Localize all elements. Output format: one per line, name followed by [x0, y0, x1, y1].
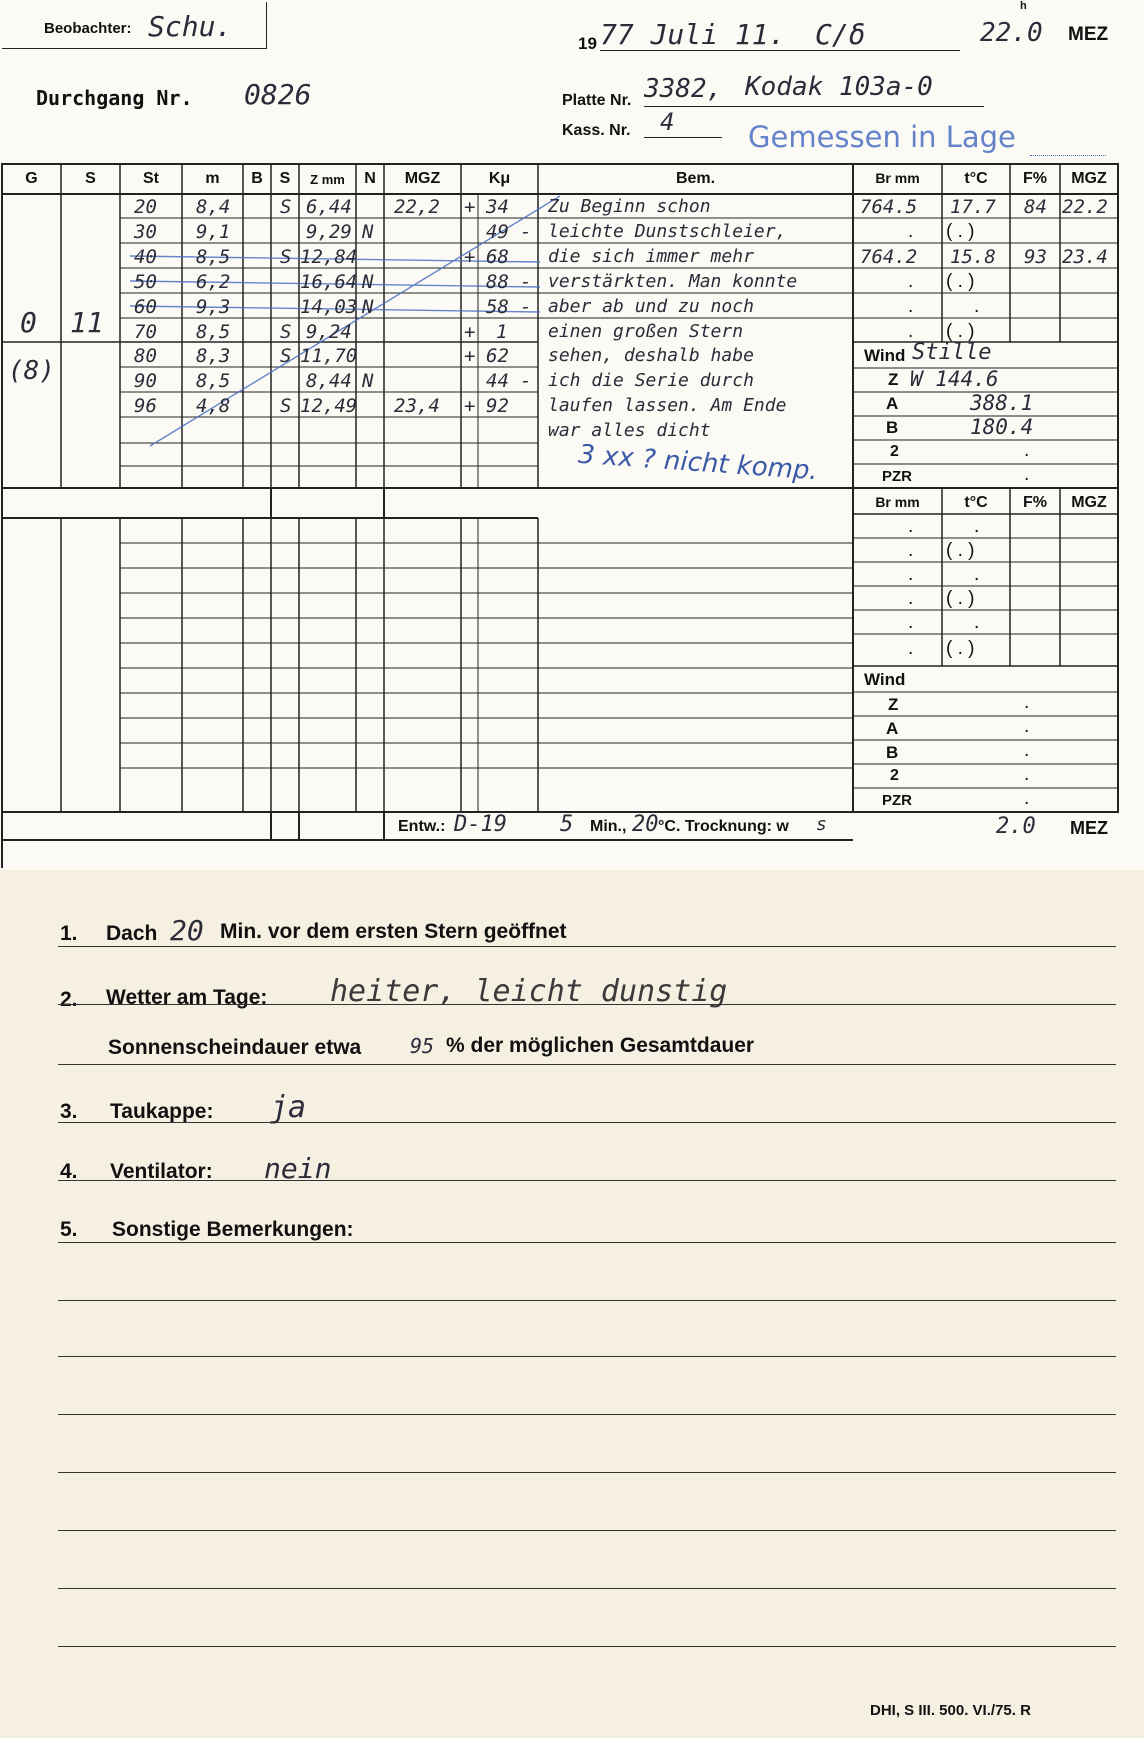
- cell-z: 14,03: [300, 296, 358, 318]
- notes-section: [0, 870, 1144, 1738]
- col-header-m: m: [205, 170, 220, 187]
- zabl-label: A: [886, 394, 899, 413]
- cell-z: 16,64: [300, 271, 358, 293]
- cell-s: S: [280, 321, 292, 343]
- cell-s: S: [280, 246, 292, 268]
- cell-ks: -: [520, 370, 532, 392]
- cell-n: N: [362, 370, 374, 392]
- cell-k: 1: [496, 321, 508, 343]
- cell-bem: einen großen Stern: [548, 321, 744, 342]
- col-header-br: Br mm: [875, 170, 920, 186]
- rule: [58, 1064, 1116, 1065]
- col-header-bem: Bem.: [675, 170, 716, 187]
- cell-k: 88: [486, 271, 509, 293]
- cell-bem: aber ab und zu noch: [548, 296, 754, 317]
- cell-bem: sehen, deshalb habe: [548, 345, 754, 366]
- col-header-n: N: [364, 170, 376, 187]
- zabl-value: .: [1024, 440, 1030, 461]
- s-value: 11: [70, 306, 104, 339]
- rule: [58, 1242, 1116, 1243]
- cell-st: 70: [134, 321, 157, 343]
- rule: [58, 946, 1116, 947]
- cell-z: 12,49: [300, 395, 358, 417]
- col-header-st: St: [143, 170, 159, 187]
- meteo-t: .: [974, 564, 980, 585]
- col-header-mgz: MGZ: [404, 170, 441, 187]
- zabl-value: .: [1024, 716, 1030, 737]
- item3-value: ja: [270, 1090, 307, 1125]
- durchgang-value: 0826: [244, 78, 312, 111]
- col-header-b: B: [251, 170, 263, 187]
- meteo-br: .: [908, 588, 914, 609]
- rule: [58, 1646, 1116, 1647]
- cell-m: 6,2: [196, 271, 231, 293]
- date-prefix: 19: [578, 34, 597, 53]
- item4-number: 4.: [60, 1160, 78, 1183]
- cell-bem: die sich immer mehr: [548, 246, 754, 267]
- cell-ks: -: [520, 271, 532, 293]
- item2-label: Wetter am Tage:: [106, 986, 268, 1009]
- zabl-label: Z: [888, 695, 899, 714]
- zabl-value: .: [1024, 740, 1030, 761]
- rule: [58, 1004, 1116, 1005]
- meteo-t: 17.7: [950, 196, 996, 218]
- cell-m: 8,5: [196, 246, 231, 268]
- cell-m: 4,8: [196, 395, 231, 417]
- zabl-label: B: [886, 743, 899, 762]
- col-header-br-lower: Br mm: [875, 494, 920, 510]
- item5-number: 5.: [60, 1218, 78, 1241]
- cell-sign: +: [464, 395, 476, 417]
- cell-st: 30: [134, 221, 157, 243]
- zabl-label: A: [886, 719, 899, 738]
- cell-mgz: 22,2: [394, 196, 440, 218]
- cell-m: 8,3: [196, 345, 231, 367]
- cell-k: 49: [486, 221, 509, 243]
- item4-label: Ventilator:: [110, 1160, 213, 1183]
- observer-value: Schu.: [148, 10, 233, 43]
- col-header-kmu: Kμ: [488, 170, 511, 187]
- col-header-s2: S: [279, 170, 291, 187]
- sun-post: % der möglichen Gesamtdauer: [446, 1034, 755, 1057]
- date-value: 77 Juli 11.: [600, 18, 786, 51]
- zabl-value: .: [1024, 788, 1030, 809]
- meteo-t: ( . ): [946, 271, 975, 292]
- rule: [58, 1472, 1116, 1473]
- form-code: DHI, S III. 500. VI./75. R: [870, 1702, 1031, 1719]
- cell-st: 40: [134, 246, 157, 268]
- stamp-text: Gemessen in Lage: [748, 120, 1016, 154]
- g-note: (8): [8, 356, 55, 386]
- meteo-br: 764.5: [860, 196, 918, 218]
- zabl-value: .: [1024, 464, 1030, 485]
- col-header-t: t°C: [964, 170, 988, 187]
- meteo-br: .: [908, 540, 914, 561]
- rule: [58, 1530, 1116, 1531]
- meteo-br: .: [908, 612, 914, 633]
- zabl-label: Z: [888, 370, 899, 389]
- item1-number: 1.: [60, 922, 78, 945]
- cell-m: 8,5: [196, 370, 231, 392]
- zabl-value: .: [1024, 692, 1030, 713]
- sun-value: 95: [410, 1034, 435, 1058]
- zabl-label: PZR: [882, 792, 912, 809]
- col-header-g: G: [25, 170, 38, 187]
- zabl-value: 388.1: [970, 391, 1034, 415]
- item2-number: 2.: [60, 988, 78, 1011]
- cell-mgz: 23,4: [394, 395, 440, 417]
- cell-z: 8,44: [306, 370, 352, 392]
- wind-value: Stille: [912, 340, 992, 365]
- entw-temp-label: °C. Trocknung: w: [658, 818, 789, 835]
- cell-sign: +: [464, 246, 476, 268]
- meteo-br: .: [908, 564, 914, 585]
- meteo-t: ( . ): [946, 321, 975, 342]
- meteo-mgz: 22.2: [1062, 196, 1108, 218]
- moon-phase: C/δ: [815, 18, 866, 51]
- meteo-f: 93: [1024, 246, 1047, 268]
- time-value: 22.0: [980, 18, 1043, 48]
- blue-note: 3 xx ? nicht komp.: [577, 439, 819, 487]
- meteo-br: .: [908, 321, 914, 342]
- item1-value: 20: [170, 914, 204, 947]
- cell-st: 50: [134, 271, 157, 293]
- meteo-br: .: [908, 296, 914, 317]
- cell-bem: leichte Dunstschleier,: [548, 221, 787, 242]
- zabl-label: 2: [890, 443, 899, 460]
- col-header-zmm: Z mm: [310, 172, 345, 187]
- rule: [58, 1356, 1116, 1357]
- cell-z: 9,24: [306, 321, 352, 343]
- meteo-br: .: [908, 271, 914, 292]
- cell-s: S: [280, 395, 292, 417]
- meteo-t: ( . ): [946, 638, 975, 659]
- zabl-value: W 144.6: [910, 367, 999, 391]
- cell-k: 58: [486, 296, 509, 318]
- cell-st: 80: [134, 345, 157, 367]
- cell-s: S: [280, 196, 292, 218]
- col-header-mgz-lower: MGZ: [1071, 494, 1107, 511]
- cell-k: 68: [486, 246, 509, 268]
- zabl-value: 180.4: [970, 415, 1034, 439]
- cell-sign: +: [464, 345, 476, 367]
- rule: [58, 1588, 1116, 1589]
- col-header-s: S: [85, 170, 96, 187]
- zabl-label: 2: [890, 767, 899, 784]
- cell-z: 12,84: [300, 246, 358, 268]
- time-h-mark: h: [1020, 0, 1027, 12]
- cell-bem: Zu Beginn schon: [548, 196, 711, 217]
- zabl-value: .: [1024, 764, 1030, 785]
- cell-z: 11,70: [300, 345, 358, 367]
- wind-label-lower: Wind: [864, 670, 906, 689]
- cell-n: N: [362, 271, 374, 293]
- cell-k: 44: [486, 370, 509, 392]
- col-header-f: F%: [1023, 170, 1047, 187]
- meteo-br: 764.2: [860, 246, 918, 268]
- cell-st: 20: [134, 196, 157, 218]
- cell-st: 60: [134, 296, 157, 318]
- meteo-br: .: [908, 638, 914, 659]
- meteo-t: .: [974, 612, 980, 633]
- end-time: 2.0: [996, 814, 1036, 839]
- kass-value: 4: [660, 108, 675, 136]
- rule: [58, 1300, 1116, 1301]
- col-header-f-lower: F%: [1023, 494, 1047, 511]
- observer-label: Beobachter:: [44, 20, 132, 37]
- col-header-t-lower: t°C: [964, 494, 988, 511]
- meteo-mgz: 23.4: [1062, 246, 1108, 268]
- kass-label: Kass. Nr.: [562, 122, 631, 139]
- platte-type: Kodak 103a-0: [745, 72, 933, 102]
- cell-m: 8,4: [196, 196, 231, 218]
- item1-pre: Dach: [106, 922, 158, 945]
- wind-label: Wind: [864, 346, 906, 365]
- cell-s: S: [280, 345, 292, 367]
- cell-bem: verstärkten. Man konnte: [548, 271, 798, 292]
- cell-z: 6,44: [306, 196, 352, 218]
- meteo-f: 84: [1024, 196, 1047, 218]
- cell-m: 9,3: [196, 296, 231, 318]
- meteo-t: ( . ): [946, 588, 975, 609]
- platte-value: 3382,: [644, 74, 723, 104]
- item1-post: Min. vor dem ersten Stern geöffnet: [220, 920, 567, 943]
- cell-m: 8,5: [196, 321, 231, 343]
- cell-ks: -: [520, 296, 532, 318]
- entw-min-label: Min.,: [590, 818, 627, 835]
- entw-trock-value: s: [816, 814, 827, 835]
- item5-label: Sonstige Bemerkungen:: [112, 1218, 354, 1241]
- time-unit: MEZ: [1068, 24, 1109, 45]
- sun-pre: Sonnenscheindauer etwa: [108, 1036, 362, 1059]
- g-value: 0: [20, 306, 37, 339]
- entw-temp-value: 20: [632, 812, 659, 837]
- entw-label: Entw.:: [398, 818, 446, 835]
- cell-n: N: [362, 296, 374, 318]
- durchgang-label: Durchgang Nr.: [36, 86, 193, 110]
- meteo-t: 15.8: [950, 246, 996, 268]
- item2-value: heiter, leicht dunstig: [330, 974, 728, 1009]
- cell-st: 96: [134, 395, 157, 417]
- item4-value: nein: [264, 1152, 332, 1185]
- cell-ks: -: [520, 221, 532, 243]
- meteo-t: ( . ): [946, 540, 975, 561]
- cell-sign: +: [464, 196, 476, 218]
- end-unit: MEZ: [1070, 818, 1108, 838]
- rule: [58, 1414, 1116, 1415]
- meteo-br: .: [908, 221, 914, 242]
- rule: [58, 1180, 1116, 1181]
- cell-m: 9,1: [196, 221, 231, 243]
- rule: [58, 1122, 1116, 1123]
- entw-min-value: 5: [560, 812, 574, 837]
- cell-bem: war alles dicht: [548, 420, 711, 441]
- cell-k: 34: [486, 196, 509, 218]
- meteo-t: .: [974, 296, 980, 317]
- col-header-mgz2: MGZ: [1071, 170, 1107, 187]
- zabl-label: PZR: [882, 468, 912, 485]
- meteo-t: ( . ): [946, 221, 975, 242]
- cell-n: N: [362, 221, 374, 243]
- platte-label: Platte Nr.: [562, 92, 632, 109]
- cell-k: 62: [486, 345, 509, 367]
- meteo-t: .: [974, 516, 980, 537]
- cell-st: 90: [134, 370, 157, 392]
- entw-value: D-19: [454, 812, 507, 837]
- item3-label: Taukappe:: [110, 1100, 214, 1123]
- zabl-label: B: [886, 418, 899, 437]
- cell-sign: +: [464, 321, 476, 343]
- cell-k: 92: [486, 395, 509, 417]
- item3-number: 3.: [60, 1100, 78, 1123]
- cell-z: 9,29: [306, 221, 352, 243]
- cell-bem: laufen lassen. Am Ende: [548, 395, 787, 416]
- meteo-br: .: [908, 516, 914, 537]
- cell-bem: ich die Serie durch: [548, 370, 754, 391]
